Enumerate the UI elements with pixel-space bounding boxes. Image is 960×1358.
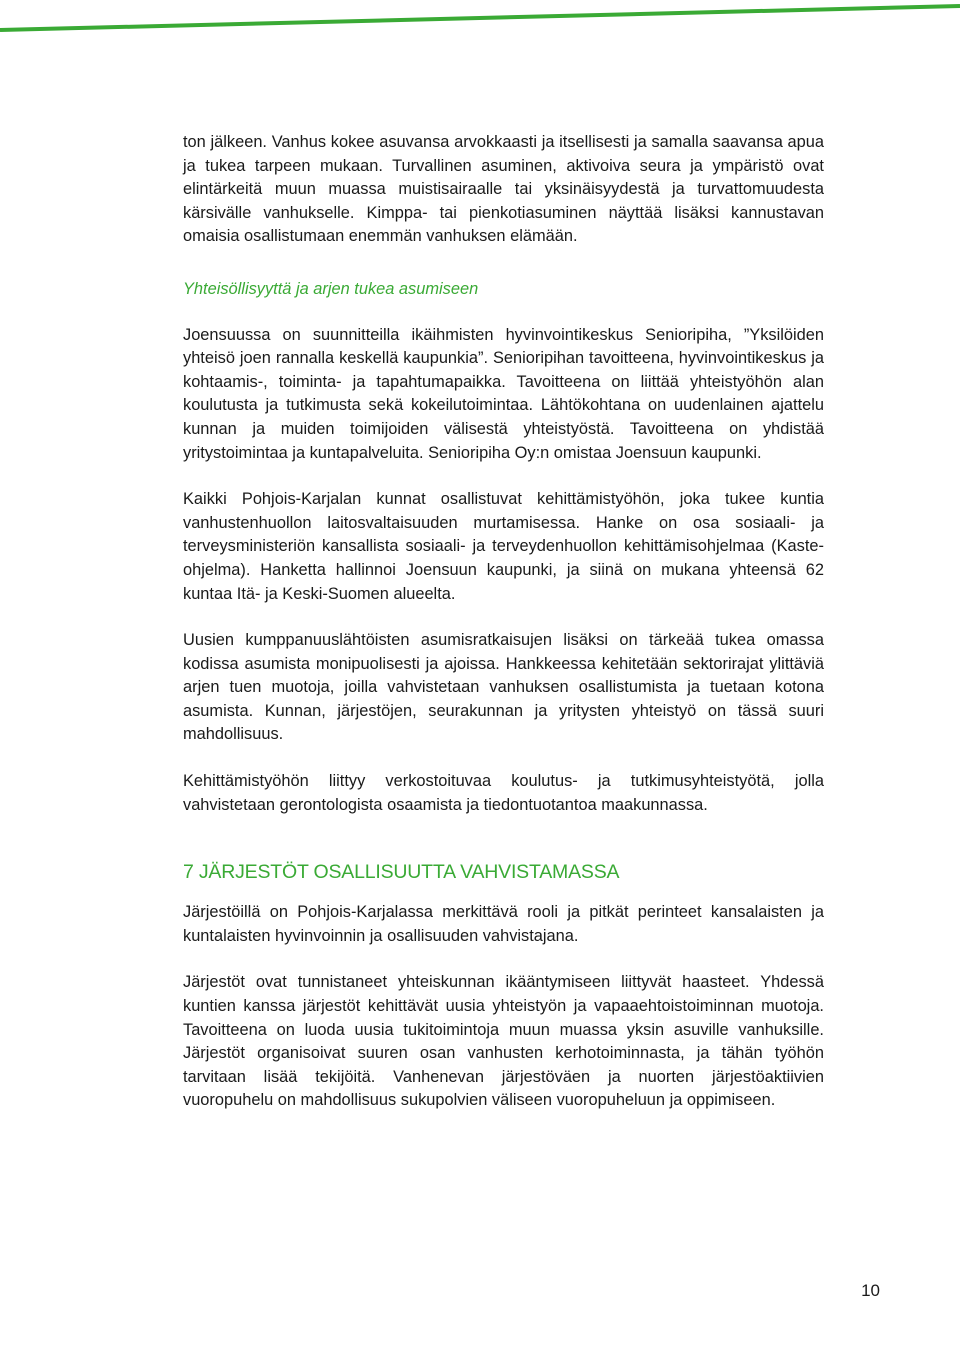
chapter-paragraph: Järjestöt ovat tunnistaneet yhteiskunnan ikääntymiseen liittyvät haasteet. Yhdessä kuntien kanssa järjestöt kehittävät uusia yhteistyön ja vapaaehtoistoiminnan muotoja. Tavoitteena on luoda uusia tukitoimintoja muun muassa yksin asuville vanhuksille. Järjestöt organisoivat suuren osan vanhusten kerhotoiminnasta, ja tähän työhön tarvitaan lisää tekijöitä. Vanhenevan järjestöväen ja nuorten järjestöaktiivien vuoropuhelu on mahdollisuus sukupolvien väliseen vuoropuheluun ja oppimiseen. (183, 973, 824, 1110)
chapter-heading: 7 JÄRJESTÖT OSALLISUUTTA VAHVISTAMASSA (183, 861, 620, 884)
section-paragraph: Kehittämistyöhön liittyy verkostoituvaa koulutus- ja tutkimusyhteistyötä, jolla vahvistetaan gerontologista osaamista ja tiedontuotantoa maakunnassa. (183, 772, 824, 814)
page-content (183, 131, 824, 1113)
section-paragraph: Kaikki Pohjois-Karjalan kunnat osallistuvat kehittämistyöhön, joka tukee kuntia vanhustenhuollon laitosvaltaisuuden murtamisessa. Hanke on osa sosiaali- ja terveysministeriön kansallista sosiaali- ja terveydenhuollon kehittämisohjelmaa (Kaste-ohjelma). Hanketta hallinnoi Joensuun kaupunki, ja siinä on mukana yhteensä 62 kuntaa Itä- ja Keski-Suomen alueelta. (183, 490, 824, 603)
page-number: 10 (861, 1281, 880, 1300)
intro-paragraph: ton jälkeen. Vanhus kokee asuvansa arvokkaasti ja itsellisesti ja samalla saavansa apua ja tukea tarpeen mukaan. Turvallinen asuminen, aktivoiva seura ja ympäristö ovat elintärkeitä muun muassa muistisairaalle tai yksinäisyydestä ja turvattomuudesta kärsivälle vanhukselle. Kimppa- tai pienkotiasuminen näyttää lisäksi kannustavan omaisia osallistumaan enemmän vanhuksen elämään. (183, 133, 824, 246)
section-paragraph: Joensuussa on suunnitteilla ikäihmisten hyvinvointikeskus Senioripiha, ”Yksilöiden yhteisö joen rannalla keskellä kaupunkia”. Senioripihan tavoitteena, hyvinvointikeskus ja kohtaamis-, toiminta- ja tapahtumapaikka. Tavoitteena on liittää yhteistyöhön alan koulutusta ja tutkimusta sekä kokeilutoimintaa. Lähtökohtana on uudenlainen ajattelu kunnan ja muiden toimijoiden välisestä yhteistyöstä. Tavoitteena on yhdistää yritystoimintaa ja kuntapalveluita. Senioripiha Oy:n omistaa Joensuun kaupunki. (183, 325, 824, 462)
section-paragraph: Uusien kumppanuuslähtöisten asumisratkaisujen lisäksi on tärkeää tukea omassa kodissa asumista monipuolisesti ja ajoissa. Hankkeessa kehitetään sektorirajat ylittäviä arjen tuen muotoja, joilla vahvistetaan vanhuksen osallistumista ja tuetaan kotona asumista. Kunnan, järjestöjen, seurakunnan ja yritysten yhteistyö on tässä suuri mahdollisuus. (183, 631, 824, 744)
section-subheading: Yhteisöllisyyttä ja arjen tukea asumiseen (183, 279, 479, 298)
chapter-paragraph: Järjestöillä on Pohjois-Karjalassa merkittävä rooli ja pitkät perinteet kansalaisten ja kuntalaisten hyvinvoinnin ja osallisuuden vahvistajana. (183, 903, 824, 945)
header-decorative-line (0, 0, 960, 40)
